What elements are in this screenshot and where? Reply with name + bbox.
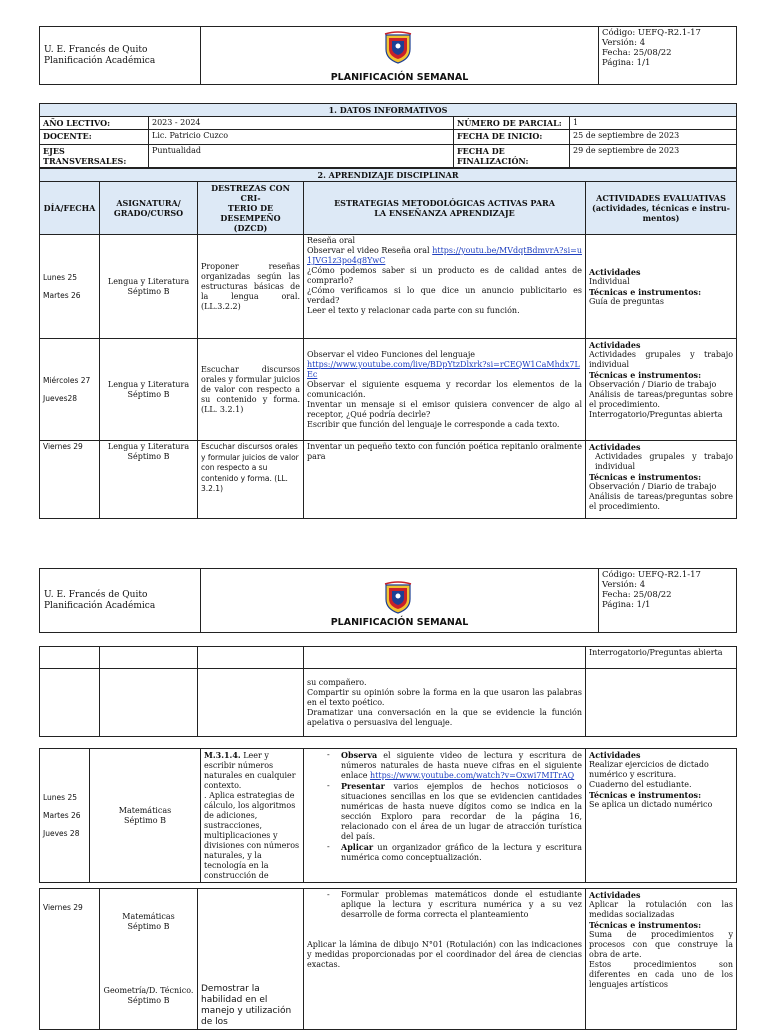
institution-name: U. E. Francés de Quito [44,44,148,55]
document-header-page2 [39,568,737,633]
title-cell [201,27,599,85]
strategy-cell [304,749,586,883]
subject-cell: Matemáticas Séptimo B Geometría/D. Técnico. Séptimo B [100,889,198,1030]
day-cell: Viernes 29 [40,441,100,519]
skill-cell: Demostrar la habilidad en el manejo y utilización de los [198,889,304,1030]
video-link[interactable]: https://youtu.be/MVdqtBdmvrA?si=u1JVG1z3po4g8YwC [307,246,582,265]
col-header-dia: DÍA/FECHA [40,182,100,235]
subject-cell: Lengua y Literatura Séptimo B [100,235,198,339]
col-header-actividades: ACTIVIDADES EVALUATIVAS (actividades, técnicas e instru- mentos) [586,182,737,235]
doc-version: Versión: 4 [602,38,646,48]
math-table [39,748,737,883]
parcial-label: NÚMERO DE PARCIAL: [454,117,570,130]
doc-date: Fecha: 25/08/22 [602,590,672,600]
ejes-value: Puntualidad [149,145,454,168]
skill-cell: M.3.1.4. Leer y escribir números naturales en cualquier contexto. . Aplica estrategias de cálculo, los algoritmos de adiciones, sustracciones, multiplicaciones y divisiones con números naturales, y la tecnología en la construcción de [201,749,304,883]
skill-cell: Proponer reseñas organizadas según las estructuras básicas de la lengua oral. (LL.3.2.2) [198,235,304,339]
page-title: PLANIFICACIÓN SEMANAL [330,72,469,83]
institution-cell [40,27,201,85]
institution-name: U. E. Francés de Quito [44,589,148,600]
strategy-cell: Observar el video Funciones del lenguaje https://www.youtube.com/live/BDpYtzDlxrk?si=rCEQW1CaMhdx7LEc Observar el siguiente esquema y recordar los elementos de la comunicación. Inventar un mensaje si el emisor quisiera convencer de algo al receptor, ¿Qué podría decirle? Escribir que función del lenguaje le corresponde a cada texto. [304,339,586,441]
doc-page: Página: 1/1 [602,600,651,610]
inicio-label: FECHA DE INICIO: [454,130,570,145]
day-cell: Lunes 25 Martes 26 Jueves 28 [40,749,90,883]
strategy-cell: Reseña oral Observar el video Reseña oral https://youtu.be/MVdqtBdmvrA?si=u1JVG1z3po4g8YwC ¿Cómo podemos saber si un producto es de calidad antes de comprarlo? ¿Cómo verificamos si lo que dice un anuncio publicitario es verdad? Leer el texto y relacionar cada parte con su función. [304,235,586,339]
doc-code: Código: UEFQ-R2.1-17 [602,28,701,38]
continuation-table [39,646,737,737]
doc-page: Página: 1/1 [602,58,651,68]
institution-subtitle: Planificación Académica [44,55,156,66]
strategy-cell: su compañero. Compartir su opinión sobre la forma en la que usaron las palabras en el texto poético. Dramatizar una conversación en la que se evidencie la función apelativa o persuasiva del lenguaje. [304,669,586,737]
evaluation-cell: Interrogatorio/Preguntas abierta [586,647,737,669]
table-row [40,235,737,339]
skill-cell: Escuchar discursos orales y formular juicios de valor con respecto a su contenido y forma. (LL. 3.2.1) [198,339,304,441]
school-crest-icon [383,581,413,615]
day-cell: Miércoles 27 Jueves28 [40,339,100,441]
math-geometry-table [39,888,737,1030]
evaluation-cell: Actividades Aplicar la rotulación con las medidas socializadas Técnicas e instrumentos: Suma de procedimientos y procesos con que construye la obra de arte. Estos procedimientos son diferentes en cada uno de los lenguajes artísticos [586,889,737,1030]
document-meta [599,27,737,85]
fin-label: FECHA DE FINALIZACIÓN: [454,145,570,168]
evaluation-cell: Actividades Actividades grupales y trabajo individual Técnicas e instrumentos: Observación / Diario de trabajo Análisis de tareas/preguntas sobre el procedimiento. [586,441,737,519]
doc-date: Fecha: 25/08/22 [602,48,672,58]
col-header-asignatura: ASIGNATURA/ GRADO/CURSO [100,182,198,235]
strategy-cell: - Formular problemas matemáticos donde el estudiante aplique la lectura y escritura numérica y a su vez desarrolle de forma correcta el planteamiento Aplicar la lámina de dibujo N°01 (Rotulación) con las indicaciones y medidas proporcionadas por el coordinador del área de ciencias exactas. [304,889,586,1030]
table-row [40,441,737,519]
evaluation-cell: Actividades Actividades grupales y trabajo individual Técnicas e instrumentos: Observación / Diario de trabajo Análisis de tareas/preguntas sobre el procedimiento. Interrogatorio/Preguntas abierta [586,339,737,441]
parcial-value: 1 [570,117,737,130]
ano-value: 2023 - 2024 [149,117,454,130]
list-item: - Aplicar un organizador gráfico de la lectura y escritura numérica como conceptualización. [341,842,582,863]
col-header-destrezas: DESTREZAS CON CRI- TERIO DE DESEMPEÑO (DZCD) [198,182,304,235]
school-crest-icon [383,31,413,65]
ejes-label: EJES TRANSVERSALES: [40,145,149,168]
fin-value: 29 de septiembre de 2023 [570,145,737,168]
list-item: - Presentar varios ejemplos de hechos noticiosos o situaciones sencillas en los que se evidencien cantidades numéricas de hasta nueve dígitos como se indica en la sección Exploro para recordar de la página 16, relacionado con el área de un lugar de atracción turística del país. [341,781,582,842]
video-link[interactable]: https://www.youtube.com/watch?v=Oxwi7MITrAQ [369,771,575,780]
list-item: - Formular problemas matemáticos donde el estudiante aplique la lectura y escritura numérica y a su vez desarrolle de forma correcta el planteamiento [341,890,582,920]
aprendizaje-table [39,168,737,519]
institution-subtitle: Planificación Académica [44,600,156,611]
inicio-value: 25 de septiembre de 2023 [570,130,737,145]
doc-code: Código: UEFQ-R2.1-17 [602,570,701,580]
ano-label: AÑO LECTIVO: [40,117,149,130]
strategy-cell: Inventar un pequeño texto con función poética repitanlo oralmente para [304,441,586,519]
subject-cell: Lengua y Literatura Séptimo B [100,441,198,519]
table-row [40,889,737,1030]
datos-informativos-table [39,103,737,168]
docente-value: Lic. Patricio Cuzco [149,130,454,145]
evaluation-cell: Actividades Realizar ejercicios de dictado numérico y escritura. Cuaderno del estudiante. Técnicas e instrumentos: Se aplica un dictado numérico [586,749,737,883]
table-row [40,669,737,737]
docente-label: DOCENTE: [40,130,149,145]
day-cell: Viernes 29 [40,889,100,1030]
document-meta [599,569,737,633]
evaluation-cell: Actividades Individual Técnicas e instrumentos: Guía de preguntas [586,235,737,339]
doc-version: Versión: 4 [602,580,646,590]
day-cell: Lunes 25 Martes 26 [40,235,100,339]
subject-cell: Matemáticas Séptimo B [90,749,201,883]
skill-cell: Escuchar discursos orales y formular juicios de valor con respecto a su contenido y forma. (LL. 3.2.1) [198,441,304,519]
section-title-aprendizaje: 2. APRENDIZAJE DISCIPLINAR [40,169,737,182]
document-header [39,26,737,85]
table-row [40,647,737,669]
page-title: PLANIFICACIÓN SEMANAL [330,617,469,628]
title-cell [201,569,599,633]
section-title-datos: 1. DATOS INFORMATIVOS [40,104,737,117]
list-item: - Observa el siguiente video de lectura y escritura de números naturales de hasta nueve cifras en el siguiente enlace https://www.youtube.com/watch?v=Oxwi7MITrAQ [341,750,582,781]
institution-cell [40,569,201,633]
subject-cell: Lengua y Literatura Séptimo B [100,339,198,441]
col-header-estrategias: ESTRATEGIAS METODOLÓGICAS ACTIVAS PARA LA ENSEÑANZA APRENDIZAJE [304,182,586,235]
video-link[interactable]: https://www.youtube.com/live/BDpYtzDlxrk?si=rCEQW1CaMhdx7LEc [307,359,580,379]
table-row [40,749,737,883]
table-row [40,339,737,441]
